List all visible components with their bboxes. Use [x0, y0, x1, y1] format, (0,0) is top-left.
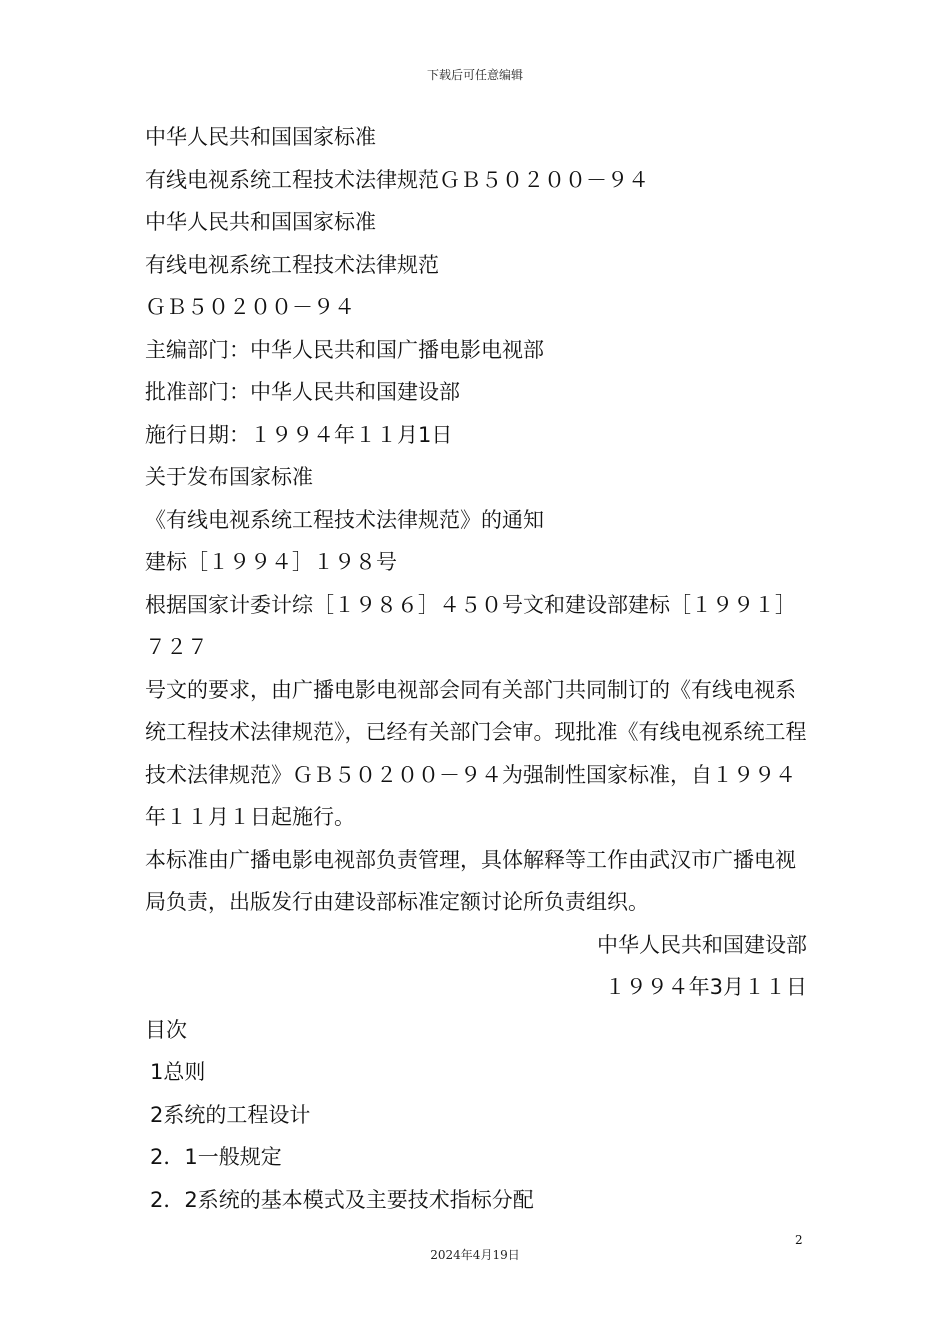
notice-number: 建标［１９９４］１９８号	[145, 550, 397, 574]
approving-department: 批准部门：中华人民共和国建设部	[145, 380, 460, 404]
body-paragraph-1: 根据国家计委计综［１９８６］４５０号文和建设部建标［１９９１］７２７	[145, 592, 796, 659]
notice-title-2: 《有线电视系统工程技术法律规范》的通知	[145, 507, 544, 532]
toc-item: 2系统的工程设计	[150, 1102, 311, 1127]
notice-title-1: 关于发布国家标准	[145, 465, 313, 489]
body-paragraph-2: 号文的要求，由广播电影电视部会同有关部门共同制订的《有线电视系统工程技术法律规范》，已经有关部门会审。现批准《有线电视系统工程技术法律规范》ＧＢ５０２００－９４为强制性国家标准，自１９９４年１１月１日起施行。	[145, 677, 807, 829]
toc-item: 2．2系统的基本模式及主要技术指标分配	[150, 1187, 534, 1212]
toc-title: 目次	[145, 1017, 187, 1042]
doc-title-3: 中华人民共和国国家标准	[145, 210, 376, 234]
toc-item: 2．1一般规定	[150, 1145, 282, 1169]
document-body	[145, 116, 807, 1221]
standard-code: ＧＢ５０２００－９４	[145, 295, 355, 319]
body-paragraph-3: 本标准由广播电影电视部负责管理，具体解释等工作由武汉市广播电视局负责，出版发行由建设部标准定额讨论所负责组织。	[145, 847, 796, 914]
page-footer-date: 2024年4月19日	[430, 1248, 520, 1262]
signature-date: １９９４年3月１１日	[604, 975, 807, 999]
effective-date: 施行日期：１９９４年１１月1日	[145, 422, 453, 447]
page-number: 2	[795, 1233, 803, 1247]
editing-department: 主编部门：中华人民共和国广播电影电视部	[145, 337, 544, 362]
page-header: 下载后可任意编辑	[426, 68, 523, 82]
signature-organization: 中华人民共和国建设部	[597, 932, 807, 957]
doc-title-1: 中华人民共和国国家标准	[145, 125, 376, 149]
doc-title-4: 有线电视系统工程技术法律规范	[145, 252, 439, 277]
toc-item: 1总则	[150, 1060, 206, 1084]
doc-title-2: 有线电视系统工程技术法律规范ＧＢ５０２００－９４	[145, 167, 649, 192]
